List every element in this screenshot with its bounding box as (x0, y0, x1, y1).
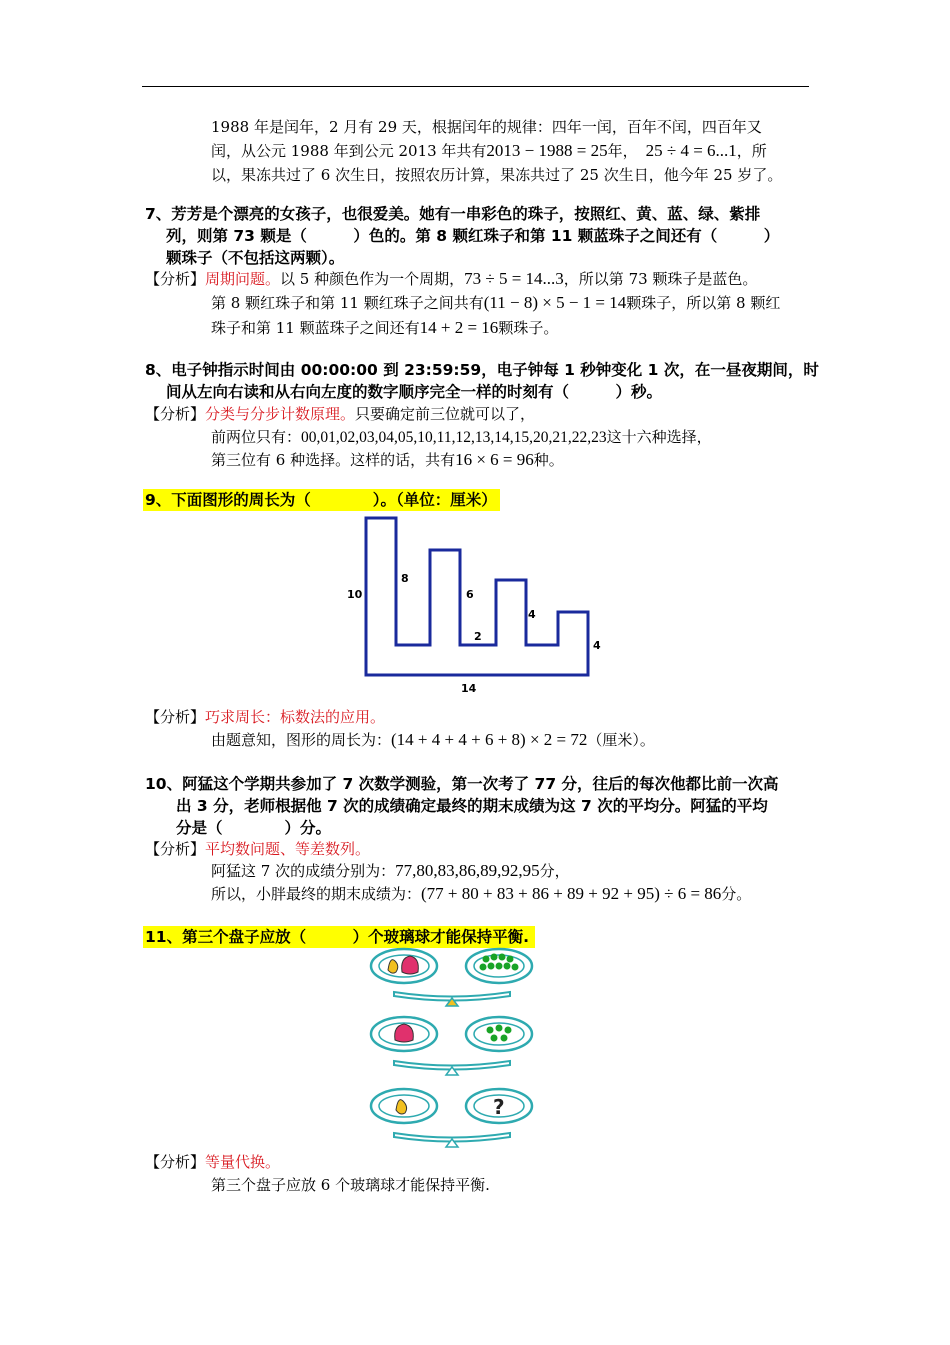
balance-scale-3 (371, 1089, 532, 1147)
q7-line-3: 颗珠子（不包括这两颗）。 (166, 249, 345, 267)
analysis-topic: 等量代换。 (205, 1153, 281, 1171)
perimeter-figure (330, 510, 620, 700)
label-14: 14 (461, 682, 477, 695)
header-rule (142, 86, 809, 87)
q8-line-1: 8、电子钟指示时间由 00:00:00 到 23:59:59，电子钟每 1 秒钟变化 1 次，在一昼夜期间，时 (145, 361, 819, 379)
analysis-tag: 【分析】 (145, 840, 206, 858)
q10-analysis-3: 所以，小胖最终的期末成绩为：(77 + 80 + 83 + 86 + 89 + 92 + 95) ÷ 6 = 86分。 (211, 884, 752, 903)
analysis-topic: 周期问题。 (205, 270, 281, 288)
question-mark: ? (493, 1095, 505, 1119)
analysis-topic: 分类与分步计数原理。 (205, 405, 356, 423)
label-4-inner: 4 (528, 608, 536, 621)
analysis-tag: 【分析】 (145, 405, 206, 423)
q8-line-2: 间从左向右读和从右向左度的数字顺序完全一样的时刻有（ ）秒。 (166, 383, 663, 401)
q6-line-1: 1988 年是闰年，2 月有 29 天，根据闰年的规律：四年一闰，百年不闰，四百年又 (211, 118, 762, 136)
q10-line-3: 分是（ ）分。 (176, 819, 332, 837)
q7-analysis-1: 【分析】周期问题。以 5 种颜色作为一个周期，73 ÷ 5 = 14...3，所以第 73 颗珠子是蓝色。 (145, 269, 758, 288)
q10-line-2: 出 3 分，老师根据他 7 次的成绩确定最终的期末成绩为这 7 次的平均分。阿猛的平均 (176, 797, 768, 815)
balance-scales-figure (362, 944, 562, 1154)
q11-analysis-2: 第三个盘子应放 6 个玻璃球才能保持平衡. (211, 1176, 490, 1194)
analysis-tag: 【分析】 (145, 1153, 206, 1171)
q7-analysis-2: 第 8 颗红珠子和第 11 颗红珠子之间共有(11 − 8) × 5 − 1 = 14颗珠子，所以第 8 颗红 (211, 293, 781, 312)
q8-analysis-3: 第三位有 6 种选择。这样的话，共有16 × 6 = 96种。 (211, 450, 564, 469)
stepped-shape-outline (366, 518, 588, 675)
peach-icon (402, 956, 419, 974)
q10-analysis-1 (145, 838, 370, 860)
peach-icon (395, 1024, 414, 1042)
q6-line-2: 闰，从公元 1988 年到公元 2013 年共有2013 − 1988 = 25年， 25 ÷ 4 = 6...1，所 (211, 141, 767, 160)
label-2: 2 (474, 630, 482, 643)
analysis-tag: 【分析】 (145, 270, 206, 288)
q11-question: 11、第三个盘子应放（ ）个玻璃球才能保持平衡. (143, 926, 535, 948)
q7-line-2: 列，则第 73 颗是（ ）色的。第 8 颗红珠子和第 11 颗蓝珠子之间还有（ ） (166, 227, 780, 245)
analysis-topic: 平均数问题、等差数列。 (205, 840, 371, 858)
q10-analysis-2: 阿猛这 7 次的成绩分别为：77,80,83,86,89,92,95分， (211, 861, 570, 880)
q7-analysis-3: 珠子和第 11 颗蓝珠子之间还有14 + 2 = 16颗珠子。 (211, 318, 559, 337)
q11-analysis-1 (145, 1151, 280, 1173)
q9-analysis-2: 由题意知，图形的周长为：(14 + 4 + 4 + 6 + 8) × 2 = 72（厘米）。 (211, 730, 655, 749)
balance-scale-2 (371, 1017, 532, 1075)
label-8: 8 (401, 572, 409, 585)
label-4-right: 4 (593, 639, 601, 652)
q7-line-1: 7、芳芳是个漂亮的女孩子，也很爱美。她有一串彩色的珠子，按照红、黄、蓝、绿、紫排 (145, 205, 761, 223)
q9-analysis-1 (145, 706, 385, 728)
q6-line-3: 以，果冻共过了 6 次生日，按照农历计算，果冻共过了 25 次生日，他今年 25 岁了。 (211, 166, 783, 184)
label-6: 6 (466, 588, 474, 601)
q10-line-1: 10、阿猛这个学期共参加了 7 次数学测验，第一次考了 77 分，往后的每次他都比前一次高 (145, 775, 779, 793)
balance-scale-1 (371, 949, 532, 1006)
q8-analysis-1: 【分析】分类与分步计数原理。只要确定前三位就可以了， (145, 405, 536, 423)
analysis-topic: 巧求周长：标数法的应用。 (205, 708, 386, 726)
analysis-tag: 【分析】 (145, 708, 206, 726)
q9-question: 9、下面图形的周长为（ ）。（单位：厘米） (143, 489, 500, 511)
label-10: 10 (347, 588, 363, 601)
q8-analysis-2: 前两位只有：00,01,02,03,04,05,10,11,12,13,14,15,20,21,22,23这十六种选择， (211, 428, 712, 446)
